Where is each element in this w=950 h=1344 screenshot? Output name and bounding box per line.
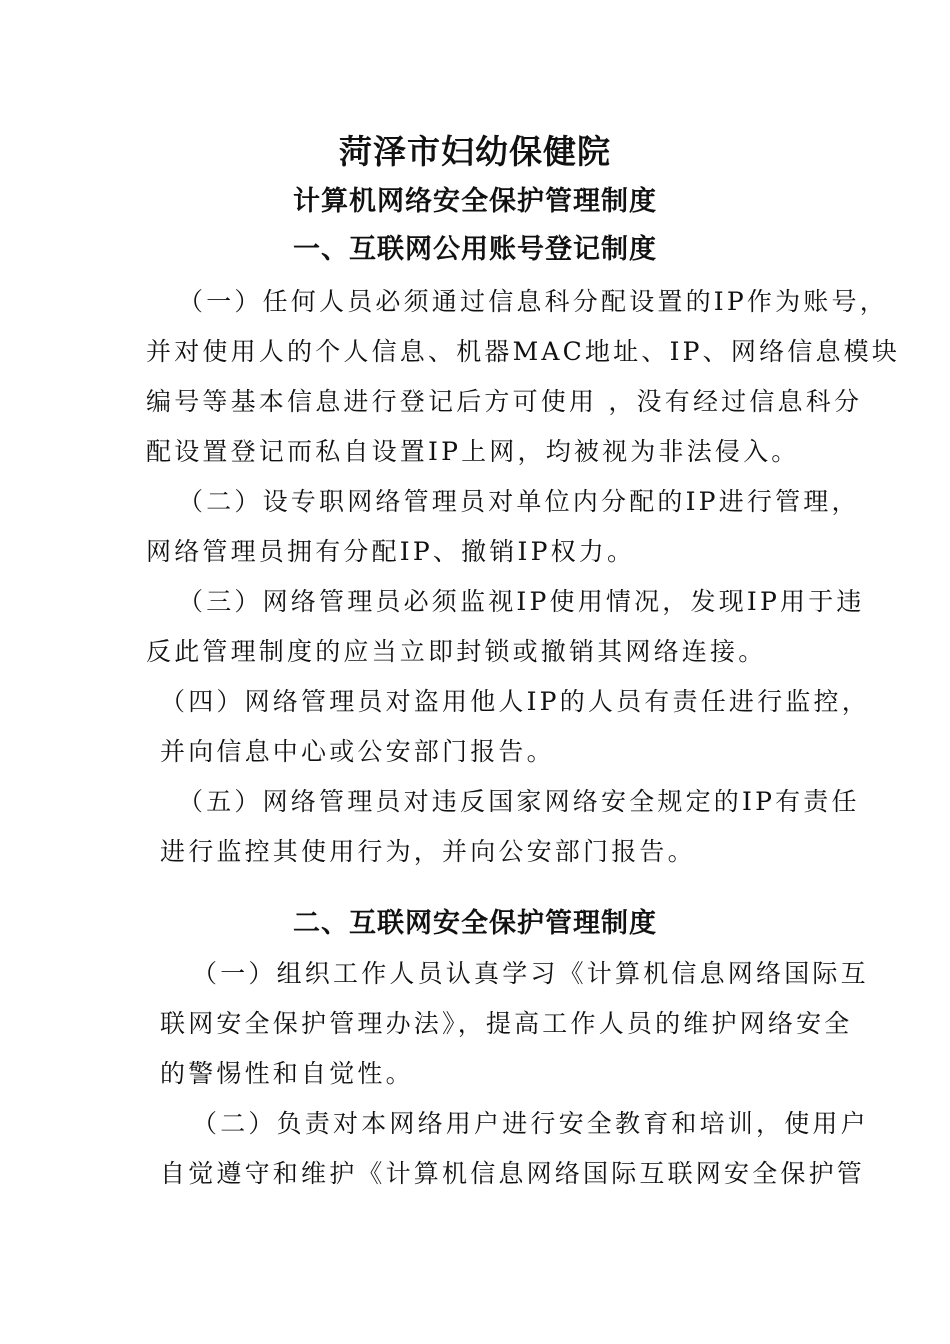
paragraph-line: 联网安全保护管理办法》，提高工作人员的维护网络安全 [160,1009,853,1038]
paragraph-line: （一）任何人员必须通过信息科分配设置的IP作为账号， [178,287,888,316]
paragraph-line: （四）网络管理员对盗用他人IP的人员有责任进行监控， [160,687,870,716]
paragraph-line: 自觉遵守和维护《计算机信息网络国际互联网安全保护管 [160,1159,866,1188]
paragraph-line: （二）设专职网络管理员对单位内分配的IP进行管理， [178,487,860,516]
paragraph-line: （二）负责对本网络用户进行安全教育和培训，使用户 [192,1109,869,1138]
paragraph-line: 进行监控其使用行为，并向公安部门报告。 [160,837,696,866]
paragraph-line: 并向信息中心或公安部门报告。 [160,737,555,766]
document-title: 计算机网络安全保护管理制度 [293,186,657,217]
section-heading-2: 二、互联网安全保护管理制度 [293,908,657,939]
paragraph-line: 网络管理员拥有分配IP、撤销IP权力。 [146,537,636,566]
org-title: 菏泽市妇幼保健院 [339,132,611,171]
paragraph-line: （五）网络管理员对违反国家网络安全规定的IP有责任 [178,787,860,816]
paragraph-line: （一）组织工作人员认真学习《计算机信息网络国际互 [192,959,869,988]
paragraph-line: 编号等基本信息进行登记后方可使用 ，没有经过信息科分 [146,387,863,416]
paragraph-line: （三）网络管理员必须监视IP使用情况，发现IP用于违 [178,587,865,616]
section-heading-1: 一、互联网公用账号登记制度 [293,234,657,265]
paragraph-line: 反此管理制度的应当立即封锁或撤销其网络连接。 [146,637,767,666]
paragraph-line: 的警惕性和自觉性。 [160,1059,414,1088]
paragraph-line: 并对使用人的个人信息、机器MAC地址、IP、网络信息模块 [146,337,901,366]
paragraph-line: 配设置登记而私自设置IP上网，均被视为非法侵入。 [146,437,800,466]
